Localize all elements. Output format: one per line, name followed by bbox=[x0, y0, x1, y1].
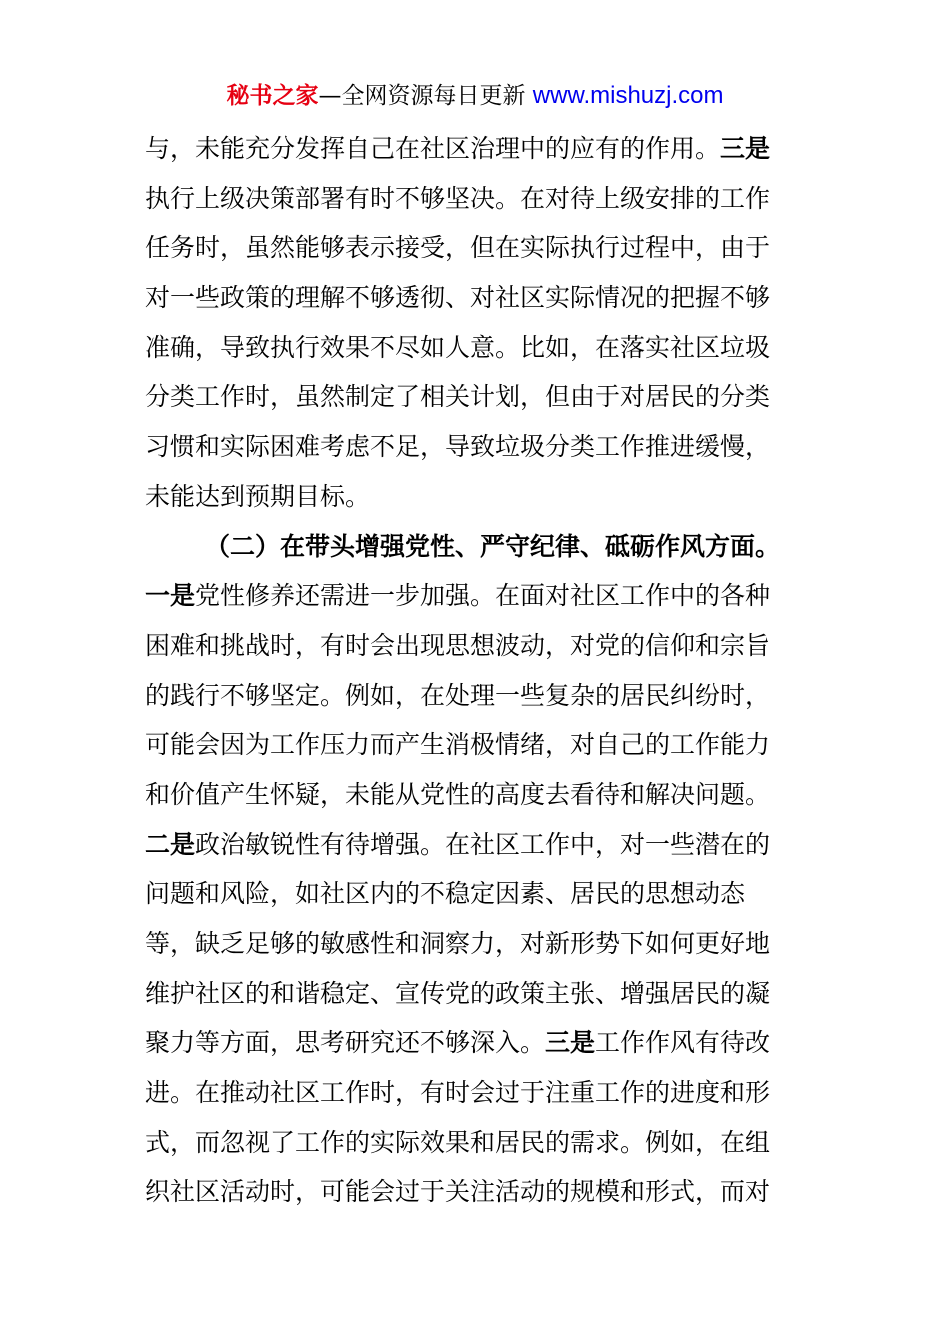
bold-text-segment: 二是 bbox=[145, 829, 196, 859]
text-line bbox=[145, 422, 810, 472]
text-line bbox=[145, 1118, 810, 1168]
text-segment: 工作作风有待改 bbox=[595, 1028, 771, 1058]
text-segment: 与，未能充分发挥自己在社区治理中的应有的作用。 bbox=[145, 134, 721, 163]
text-segment: 式，而忽视了工作的实际效果和居民的需求。例如，在组 bbox=[145, 1127, 771, 1157]
bold-text-segment: 三是 bbox=[545, 1028, 596, 1058]
text-segment: 执行上级决策部署有时不够坚决。在对待上级安排的工作 bbox=[145, 183, 771, 213]
text-line bbox=[145, 1167, 810, 1217]
text-segment: 等，缺乏足够的敏感性和洞察力，对新形势下如何更好地 bbox=[145, 929, 771, 958]
section-heading bbox=[145, 522, 810, 572]
text-line bbox=[145, 124, 810, 174]
text-line bbox=[145, 919, 810, 969]
text-segment: 党性修养还需进一步加强。在面对社区工作中的各种 bbox=[195, 581, 771, 611]
text-segment: 可能会因为工作压力而产生消极情绪，对自己的工作能力 bbox=[145, 730, 771, 760]
text-line bbox=[145, 372, 810, 422]
text-line bbox=[145, 720, 810, 770]
text-segment: 困难和挑战时，有时会出现思想波动，对党的信仰和宗旨 bbox=[145, 630, 771, 660]
text-line bbox=[145, 621, 810, 671]
site-url-link[interactable]: www.mishuzj.com bbox=[532, 82, 724, 109]
text-line bbox=[145, 969, 810, 1019]
text-line bbox=[145, 223, 810, 273]
site-header bbox=[0, 80, 950, 112]
text-line bbox=[145, 1068, 810, 1118]
text-segment: 政治敏锐性有待增强。在社区工作中，对一些潜在的 bbox=[195, 829, 771, 859]
text-line bbox=[145, 273, 810, 323]
text-line bbox=[145, 571, 810, 621]
bold-text-segment: 三是 bbox=[720, 134, 771, 163]
text-line bbox=[145, 671, 810, 721]
text-segment: 对一些政策的理解不够透彻、对社区实际情况的把握不够 bbox=[145, 283, 771, 313]
text-line bbox=[145, 472, 810, 522]
text-segment: 分类工作时，虽然制定了相关计划，但由于对居民的分类 bbox=[145, 382, 771, 412]
text-segment: 问题和风险，如社区内的不稳定因素、居民的思想动态 bbox=[145, 879, 746, 909]
text-segment: 进。在推动社区工作时，有时会过于注重工作的进度和形 bbox=[145, 1078, 771, 1108]
site-brand: 秘书之家 bbox=[226, 83, 319, 109]
document-body bbox=[145, 124, 810, 1217]
text-line bbox=[145, 770, 810, 820]
text-segment: 的践行不够坚定。例如，在处理一些复杂的居民纠纷时， bbox=[145, 680, 771, 710]
bold-text-segment: 一是 bbox=[145, 581, 196, 611]
text-segment: 维护社区的和谐稳定、宣传党的政策主张、增强居民的凝 bbox=[145, 978, 771, 1008]
site-tagline: —全网资源每日更新 bbox=[318, 83, 526, 109]
text-line bbox=[145, 820, 810, 870]
text-line bbox=[145, 869, 810, 919]
text-segment: 和价值产生怀疑，未能从党性的高度去看待和解决问题。 bbox=[145, 779, 771, 809]
text-line bbox=[145, 174, 810, 224]
text-segment: 任务时，虽然能够表示接受，但在实际执行过程中，由于 bbox=[145, 233, 771, 263]
text-segment: 织社区活动时，可能会过于关注活动的规模和形式，而对 bbox=[145, 1177, 771, 1207]
text-segment: 准确，导致执行效果不尽如人意。比如，在落实社区垃圾 bbox=[145, 332, 771, 362]
text-line bbox=[145, 323, 810, 373]
text-segment: 习惯和实际困难考虑不足，导致垃圾分类工作推进缓慢， bbox=[145, 432, 771, 462]
bold-text-segment: （二）在带头增强党性、严守纪律、砥砺作风方面。 bbox=[205, 531, 781, 561]
text-segment: 聚力等方面，思考研究还不够深入。 bbox=[145, 1028, 546, 1058]
text-line bbox=[145, 1018, 810, 1068]
text-segment: 未能达到预期目标。 bbox=[145, 481, 371, 511]
